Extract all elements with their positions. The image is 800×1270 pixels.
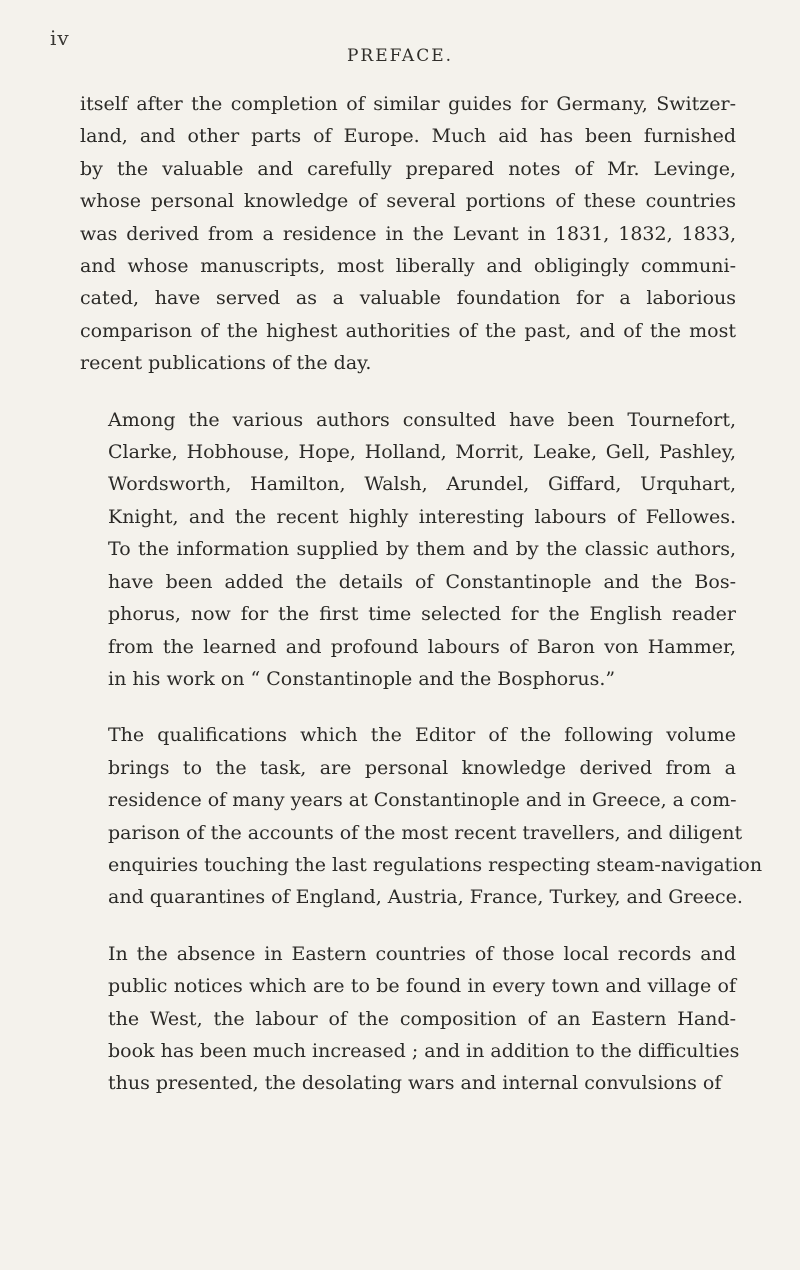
text-line: book has been much increased ; and in addition to the difficulties — [108, 1039, 740, 1062]
text-line: phorus, now for the first time selected for the English reader — [108, 603, 736, 626]
text-line: brings to the task, are personal knowledge derived from a — [108, 756, 736, 779]
text-line: have been added the details of Constantinople and the Bos- — [108, 570, 736, 593]
paragraph — [80, 719, 763, 913]
text-line: In the absence in Eastern countries of those local records and — [108, 942, 736, 965]
page-number: iv — [50, 26, 70, 50]
text-line: cated, have served as a valuable foundation for a laborious — [80, 287, 736, 310]
text-line: parison of the accounts of the most recent travellers, and diligent — [108, 821, 743, 844]
text-line: The qualifications which the Editor of the following volume — [108, 724, 736, 747]
text-line: thus presented, the desolating wars and internal convulsions of — [108, 1072, 722, 1095]
text-line: Clarke, Hobhouse, Hope, Holland, Morrit, Leake, Gell, Pashley, — [108, 441, 736, 464]
text-line: recent publications of the day. — [80, 352, 372, 375]
text-line: land, and other parts of Europe. Much aid has been furnished — [80, 125, 736, 148]
text-line: was derived from a residence in the Levant in 1831, 1832, 1833, — [80, 222, 736, 245]
text-line: and quarantines of England, Austria, France, Turkey, and Greece. — [108, 886, 743, 909]
text-line: and whose manuscripts, most liberally and obligingly communi- — [80, 255, 736, 278]
text-line: the West, the labour of the composition of an Eastern Hand- — [108, 1007, 736, 1030]
text-line: whose personal knowledge of several portions of these countries — [80, 190, 736, 213]
running-head: PREFACE. — [346, 46, 454, 66]
text-line: itself after the completion of similar guides for Germany, Switzer- — [80, 93, 736, 115]
text-line: Knight, and the recent highly interesting labours of Fellowes. — [108, 505, 736, 528]
paragraph — [80, 404, 736, 696]
text-line: enquiries touching the last regulations respecting steam-navigation — [108, 853, 763, 876]
text-line: Among the various authors consulted have been Tournefort, — [108, 408, 736, 431]
text-line: public notices which are to be found in every town and village of — [108, 975, 736, 998]
text-line: by the valuable and carefully prepared notes of Mr. Levinge, — [80, 157, 736, 180]
text-line: in his work on “ Constantinople and the Bosphorus.” — [108, 667, 616, 690]
text-line: residence of many years at Constantinople and in Greece, a com- — [108, 789, 737, 812]
page-body — [80, 88, 763, 1124]
paragraph — [80, 938, 740, 1100]
paragraph — [80, 88, 736, 380]
text-line: Wordsworth, Hamilton, Walsh, Arundel, Giffard, Urquhart, — [108, 473, 736, 496]
text-line: To the information supplied by them and by the classic authors, — [108, 538, 736, 561]
text-line: from the learned and profound labours of Baron von Hammer, — [108, 635, 736, 658]
text-line: comparison of the highest authorities of the past, and of the most — [80, 319, 736, 342]
